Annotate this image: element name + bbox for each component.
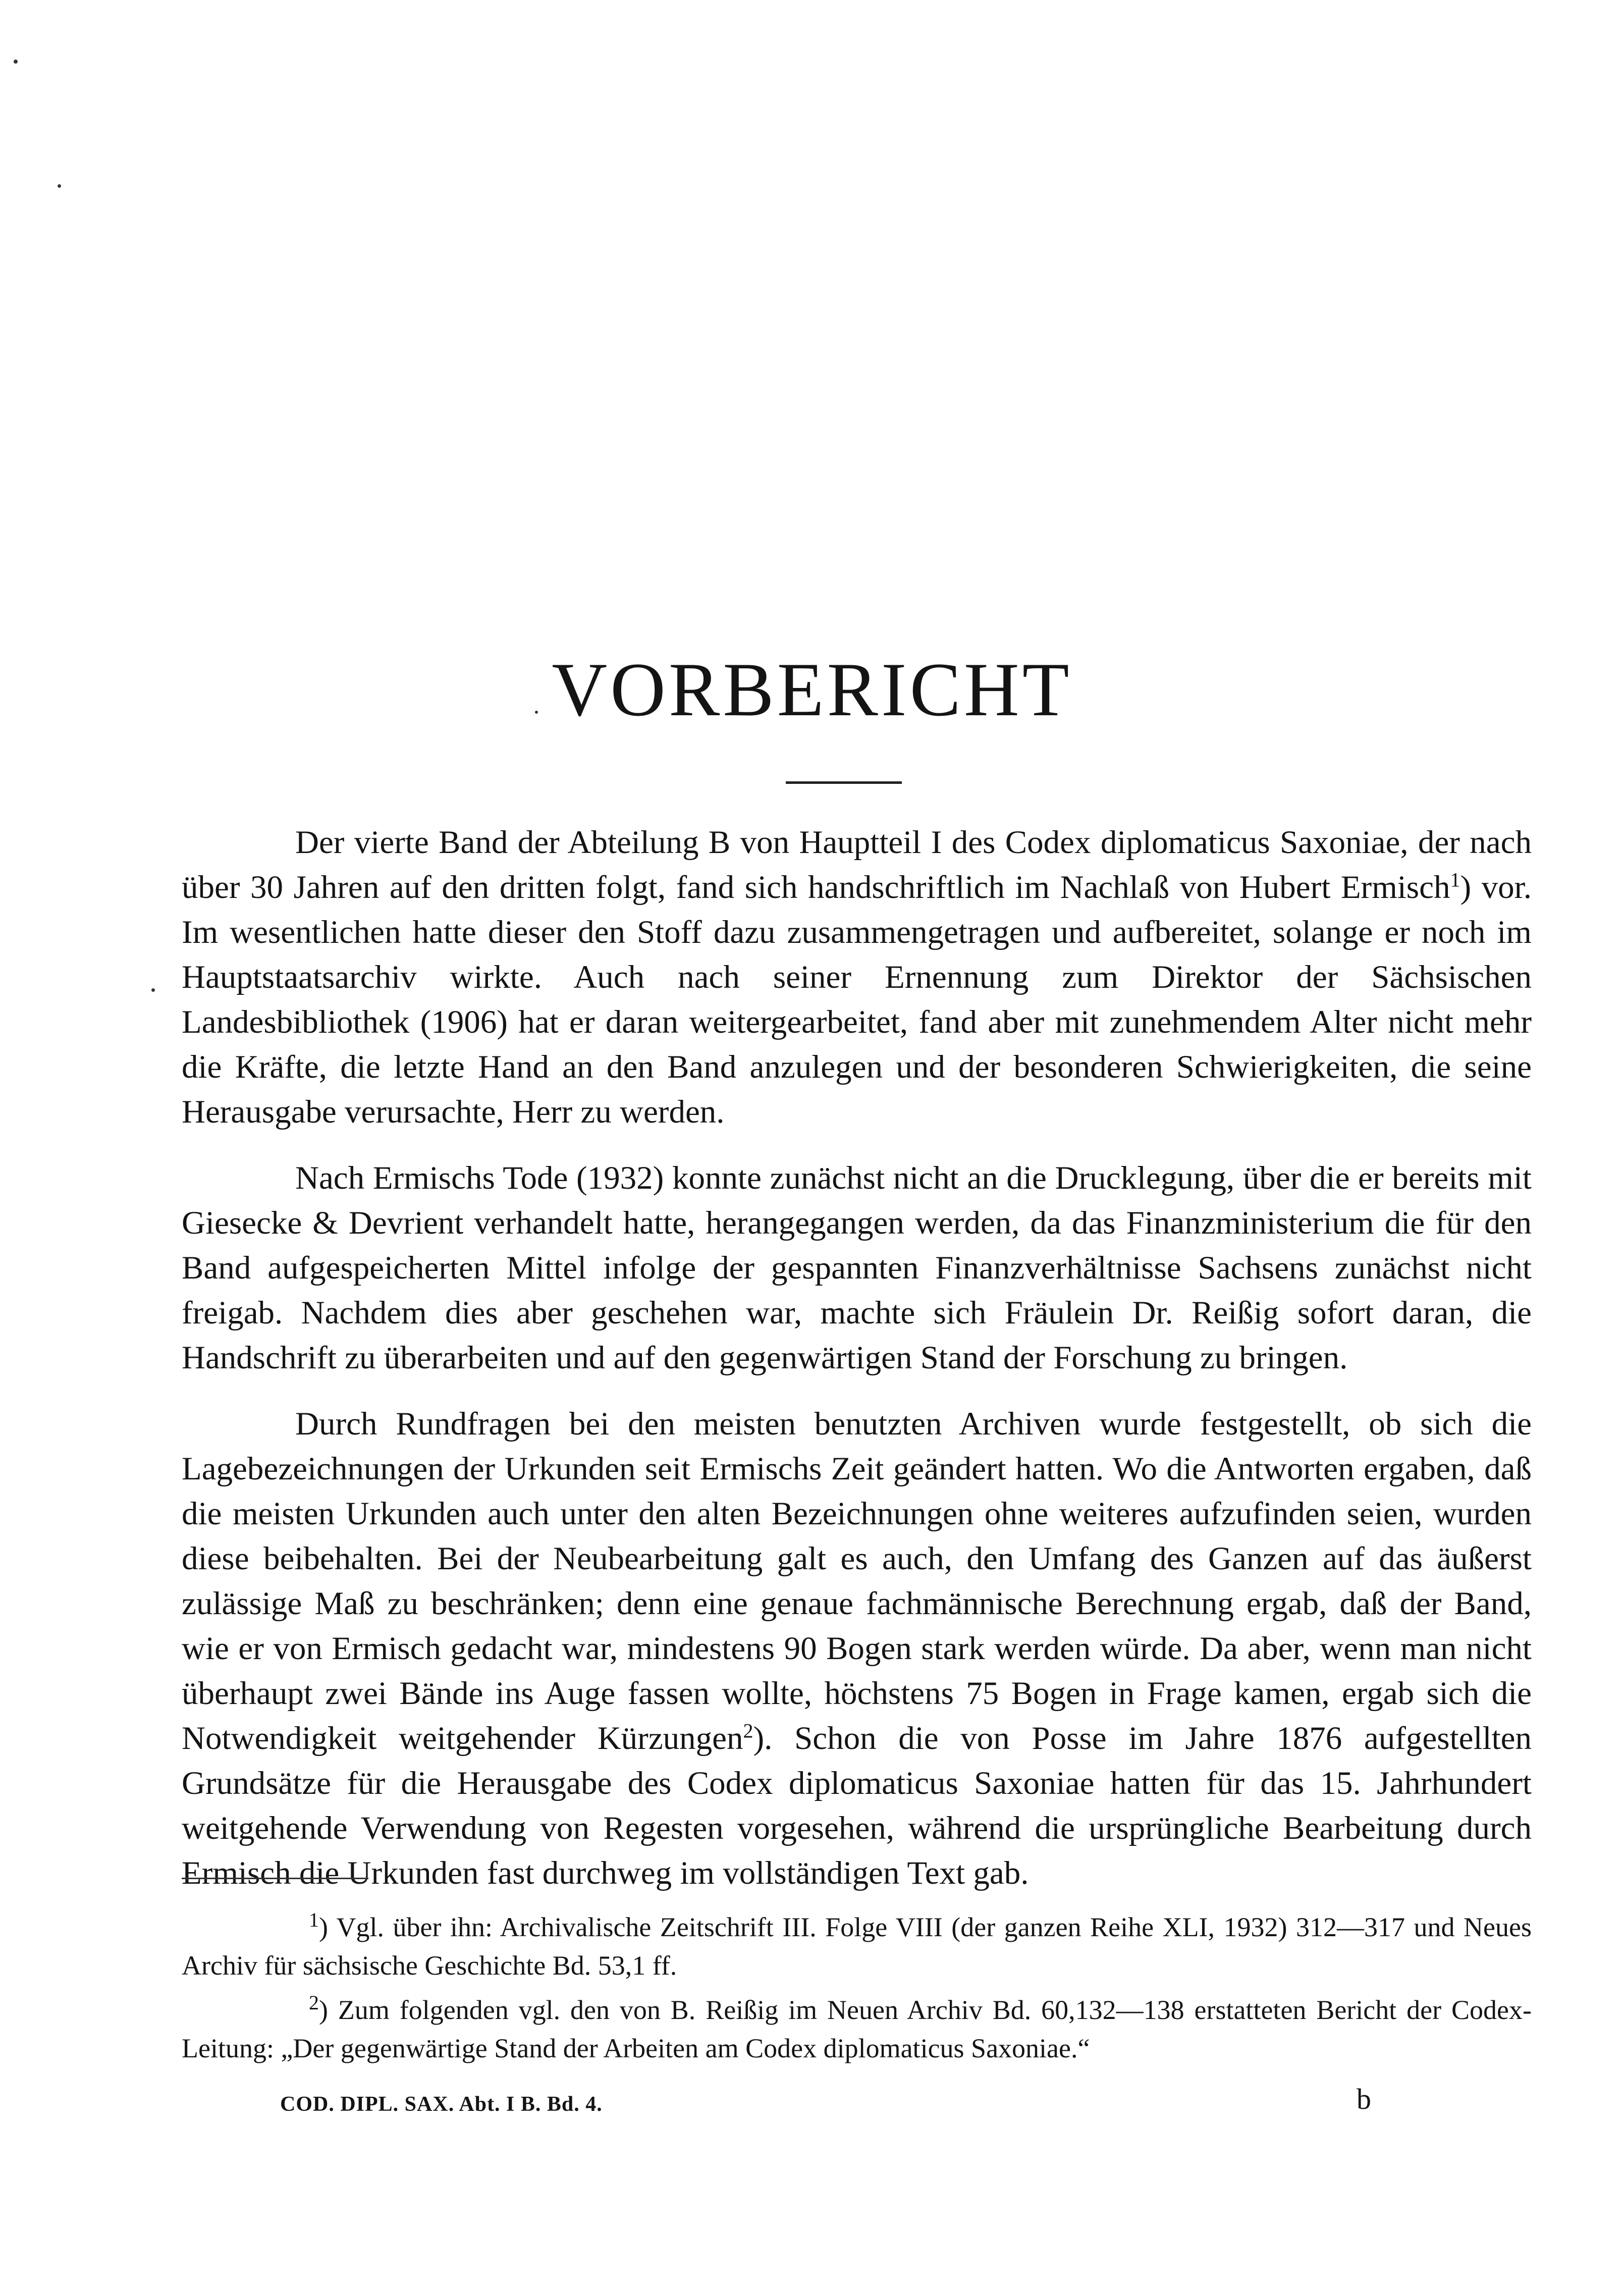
footnotes [182,1908,1532,2067]
signature-line: COD. DIPL. SAX. Abt. I B. Bd. 4. [280,2093,603,2116]
paragraph-2-text: Nach Ermischs Tode (1932) konnte zunächst nicht an die Drucklegung, über die er bereits mit Giesecke & Devrient verhandelt hatte, herangegangen werden, da das Finanzministerium die für den Band aufgespeicherten Mittel infolge der gespannten Finanzverhältnisse Sachsens zunächst nicht freigab. Nachdem dies aber geschehen war, machte sich Fräulein Dr. Reißig sofort daran, die Handschrift zu überarbeiten und auf den gegenwärtigen Stand der Forschung zu bringen. [182,1160,1532,1376]
paragraph-3 [182,1402,1532,1896]
footnote-2-text: ) Zum folgenden vgl. den von B. Reißig im Neuen Archiv Bd. 60,132—138 erstatteten Bericht der Codex-Leitung: „Der gegenwärtige Stand der Arbeiten am Codex diplomaticus Saxoniae.“ [182,1995,1532,2063]
paragraph-1-text-cont: ) vor. Im wesentlichen hatte dieser den Stoff dazu zusammengetragen und aufbereitet, solange er noch im Hauptstaatsarchiv wirkte. Auch nach seiner Ernennung zum Direktor der Sächsischen Landesbibliothek (1906) hat er daran weitergearbeitet, fand aber mit zunehmendem Alter nicht mehr die Kräfte, die letzte Hand an den Band anzulegen und der besonderen Schwierigkeiten, die seine Herausgabe verursachte, Herr zu werden. [182,869,1532,1130]
paragraph-1 [182,820,1532,1135]
paragraph-3-text: Durch Rundfragen bei den meisten benutzten Archiven wurde festgestellt, ob sich die Lagebezeichnungen der Urkunden seit Ermischs Zeit geändert hatten. Wo die Antworten ergaben, daß die meisten Urkunden auch unter den alten Bezeichnungen ohne weiteres aufzufinden seien, wurden diese beibehalten. Bei der Neubearbeitung galt es auch, den Umfang des Ganzen auf das äußerst zulässige Maß zu beschränken; denn eine genaue fachmännische Berechnung ergab, daß der Band, wie er von Ermisch gedacht war, mindestens 90 Bogen stark werden würde. Da aber, wenn man nicht überhaupt zwei Bände ins Auge fassen wollte, höchstens 75 Bogen in Frage kamen, ergab sich die Notwendigkeit weitgehender Kürzungen [182,1406,1532,1757]
footnote-ref-2: 2 [743,1719,753,1742]
scan-speck [151,988,155,992]
paragraph-3-text-cont: ). Schon die von Posse im Jahre 1876 aufgestellten Grundsätze für die Herausgabe des Codex diplomaticus Saxoniae hatten für das 15. Jahrhundert weitgehende Verwendung von Regesten vorgesehen, während die ursprüngliche Bearbeitung durch Ermisch die Urkunden fast durchweg im vollständigen Text gab. [182,1720,1532,1891]
footnote-divider [182,1878,368,1879]
signature-mark: b [1357,2083,1371,2115]
title-divider [786,781,902,784]
paragraph-2 [182,1156,1532,1380]
scan-speck [535,711,538,714]
footnote-1-mark: 1 [309,1908,319,1931]
footnote-2 [182,1991,1532,2067]
scan-speck [14,60,18,64]
footnote-1-text: ) Vgl. über ihn: Archivalische Zeitschrift III. Folge VIII (der ganzen Reihe XLI, 1932) 312—317 und Neues Archiv für sächsische Geschichte Bd. 53,1 ff. [182,1912,1532,1981]
paragraph-1-text: Der vierte Band der Abteilung B von Hauptteil I des Codex diplomaticus Saxoniae, der nach über 30 Jahren auf den dritten folgt, fand sich handschriftlich im Nachlaß von Hubert Ermisch [182,824,1532,906]
footnote-2-mark: 2 [309,1991,319,2014]
footnote-ref-1: 1 [1450,868,1460,891]
footnote-1 [182,1908,1532,1985]
scan-speck [58,184,61,188]
page-title: VORBERICHT [552,647,1072,732]
body-text [182,820,1532,1896]
